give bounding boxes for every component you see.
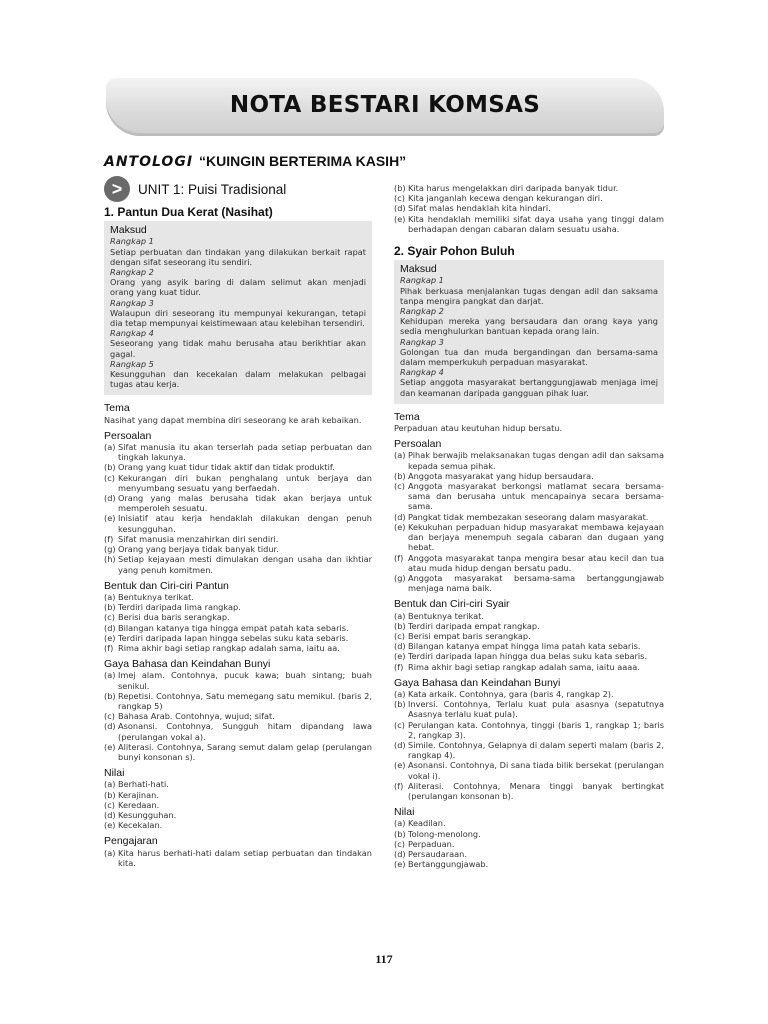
maksud-list — [400, 275, 658, 397]
list-text: Kata arkaik. Contohnya, gara (baris 4, rangkap 2). — [408, 688, 614, 699]
list-item — [104, 848, 372, 868]
rangkap-text: Walaupun diri seseorang itu mempunyai kekurangan, tetapi dia tetap mempunyai keistimewaan atau kelebihan tersendiri. — [110, 307, 366, 329]
nilai-list — [104, 779, 372, 830]
list-text: Orang yang malas berusaha tidak akan berjaya untuk memperoleh sesuatu. — [118, 493, 372, 514]
list-marker: (e) — [394, 213, 406, 224]
list-item — [104, 554, 372, 574]
gaya-list — [104, 670, 372, 762]
list-marker: (c) — [394, 838, 405, 849]
syair-maksud-box — [394, 260, 664, 404]
list-text: Kita janganlah kecewa dengan kekurangan diri. — [408, 193, 603, 204]
arrow-icon: > — [104, 176, 130, 202]
bentuk-list — [104, 592, 372, 653]
list-text: Orang yang kuat tidur tidak aktif dan tidak produktif. — [118, 462, 335, 473]
bentuk-list — [394, 611, 664, 672]
list-text: Bahasa Arab. Contohnya, wujud; sifat. — [118, 711, 275, 722]
antologi-title: “KUINGIN BERTERIMA KASIH” — [199, 153, 407, 169]
gaya-heading: Gaya Bahasa dan Keindahan Bunyi — [394, 676, 561, 689]
gaya-list — [394, 689, 664, 801]
list-text: Terdiri daripada empat rangkap. — [408, 620, 540, 631]
list-text: Pangkat tidak membezakan seseorang dalam masyarakat. — [408, 511, 649, 522]
list-text: Simile. Contohnya, Gelapnya di dalam seperti malam (baris 2, rangkap 4). — [408, 739, 664, 761]
rangkap-label: Rangkap 3 — [110, 297, 154, 308]
list-marker: (e) — [104, 820, 116, 831]
list-marker: (e) — [104, 741, 116, 752]
list-item — [394, 818, 664, 828]
list-text: Sifat manusia menzahirkan diri sendiri. — [118, 533, 279, 544]
list-item — [394, 740, 664, 760]
list-text: Sifat manusia itu akan terserlah pada setiap perbuatan dan tingkah lakunya. — [118, 442, 372, 463]
rangkap-label: Rangkap 3 — [400, 336, 444, 347]
list-marker: (d) — [104, 493, 116, 504]
list-item — [104, 711, 372, 721]
rangkap-text: Setiap perbuatan dan tindakan yang dilakukan berkait rapat dengan sifat seseorang itu sendiri. — [110, 246, 366, 267]
syair-title: 2. Syair Pohon Buluh — [394, 244, 515, 259]
list-item — [104, 633, 372, 643]
list-item — [104, 602, 372, 612]
list-marker: (c) — [394, 719, 405, 730]
rangkap-text: Kehidupan mereka yang bersaudara dan orang kaya yang sedia menghulurkan bantuan kepada orang lain. — [400, 316, 658, 337]
list-item — [394, 611, 664, 621]
list-marker: (c) — [104, 711, 115, 722]
list-item — [104, 473, 372, 493]
nilai-heading: Nilai — [104, 767, 125, 780]
list-text: Kekurangan diri bukan penghalang untuk berjaya dan menyumbang sesuatu yang berfaedah. — [118, 472, 372, 493]
list-marker: (a) — [104, 847, 116, 858]
list-text: Aliterasi. Contohnya, Menara tinggi banyak bertingkat (perulangan konsonan b). — [408, 780, 664, 801]
list-text: Bentuknya terikat. — [408, 610, 484, 621]
list-marker: (c) — [394, 193, 405, 204]
list-item — [394, 859, 664, 869]
list-marker: (f) — [104, 642, 114, 653]
rangkap-label: Rangkap 2 — [400, 306, 444, 317]
list-text: Kekukuhan perpaduan hidup masyarakat membawa kejayaan dan berjaya menempuh segala cabaran dan dugaan yang hebat. — [408, 521, 664, 553]
list-marker: (a) — [394, 610, 406, 621]
list-text: Berisi empat baris serangkap. — [408, 630, 531, 641]
rangkap-label: Rangkap 4 — [400, 367, 444, 378]
list-marker: (b) — [104, 789, 116, 800]
list-text: Orang yang berjaya tidak banyak tidur. — [118, 544, 279, 555]
list-marker: (a) — [104, 779, 116, 790]
rangkap-text: Seseorang yang tidak mahu berusaha atau berikhtiar akan gagal. — [110, 338, 366, 359]
list-item — [394, 203, 664, 213]
list-item — [104, 462, 372, 472]
list-item — [104, 592, 372, 602]
list-item — [394, 512, 664, 522]
list-marker: (d) — [104, 809, 116, 820]
list-text: Sifat malas hendaklah kita hindari. — [408, 203, 551, 214]
tema-heading: Tema — [394, 410, 420, 423]
list-item — [394, 760, 664, 780]
list-item — [104, 544, 372, 554]
list-text: Bilangan katanya tiga hingga empat patah kata sebaris. — [118, 622, 349, 633]
persoalan-heading: Persoalan — [104, 429, 152, 442]
list-text: Anggota masyarakat bersama-sama bertanggungjawab menjaga nama baik. — [408, 572, 664, 594]
list-marker: (f) — [394, 552, 404, 563]
bentuk-heading: Bentuk dan Ciri-ciri Syair — [394, 598, 510, 611]
list-item — [394, 662, 664, 672]
list-text: Rima akhir bagi setiap rangkap adalah sama, iaitu aaaa. — [408, 661, 640, 672]
list-item — [394, 183, 664, 193]
list-marker: (a) — [104, 591, 116, 602]
list-marker: (f) — [104, 533, 114, 544]
rangkap-label: Rangkap 2 — [110, 267, 154, 278]
rangkap-text: Golongan tua dan muda bergandingan dan bersama-sama dalam memperkukuh perpaduan masyarakat. — [400, 346, 658, 368]
pantun-maksud-box — [104, 221, 372, 395]
list-text: Keredaan. — [118, 799, 160, 810]
list-item — [394, 471, 664, 481]
list-text: Terdiri daripada lapan hingga sebelas suku kata sebaris. — [118, 632, 349, 643]
list-text: Rima akhir bagi setiap rangkap adalah sama, iaitu aa. — [118, 642, 340, 653]
unit-heading — [104, 176, 286, 202]
list-item — [104, 612, 372, 622]
list-item — [394, 689, 664, 699]
list-text: Terdiri daripada lima rangkap. — [118, 602, 241, 613]
pengajaran-cont-list — [394, 183, 664, 234]
list-item — [394, 699, 664, 719]
rangkap-text: Orang yang asyik baring di dalam selimut akan menjadi orang yang kuat tidur. — [110, 277, 366, 298]
list-text: Kita hendaklah memiliki sifat daya usaha yang tinggi dalam berhadapan dengan cabaran dalam sesuatu usaha. — [408, 213, 664, 234]
maksud-heading: Maksud — [400, 263, 437, 276]
persoalan-list — [104, 442, 372, 575]
list-marker: (d) — [394, 641, 406, 652]
list-text: Perpaduan. — [408, 838, 455, 849]
list-item — [394, 553, 664, 573]
list-marker: (c) — [394, 481, 405, 492]
list-marker: (g) — [104, 544, 116, 555]
list-text: Inversi. Contohnya, Terlalu kuat pula asasnya (sepatutnya Asasnya terlalu kuat pula). — [408, 699, 664, 720]
list-marker: (b) — [394, 620, 406, 631]
list-marker: (e) — [394, 521, 406, 532]
right-column — [394, 183, 664, 869]
list-marker: (b) — [104, 602, 116, 613]
list-text: Bilangan katanya empat hingga lima patah kata sebaris. — [408, 641, 641, 652]
pantun-title: 1. Pantun Dua Kerat (Nasihat) — [104, 205, 273, 219]
list-text: Asonansi. Contohnya, Di sana tiada bilik bersekat (perulangan vokal i). — [408, 760, 664, 781]
unit-title: UNIT 1: Puisi Tradisional — [138, 181, 287, 197]
list-marker: (b) — [394, 470, 406, 481]
list-marker: (b) — [104, 462, 116, 473]
list-marker: (e) — [104, 632, 116, 643]
page-title: NOTA BESTARI KOMSAS — [229, 92, 541, 118]
list-item — [394, 522, 664, 553]
list-text: Inisiatif atau kerja hendaklah dilakukan dengan penuh kesungguhan. — [118, 513, 372, 534]
rangkap-text: Pihak berkuasa menjalankan tugas dengan adil dan saksama tanpa mengira pangkat dan darjat. — [400, 285, 658, 306]
list-item — [104, 623, 372, 633]
list-marker: (d) — [394, 739, 406, 750]
pengajaran-heading: Pengajaran — [104, 835, 158, 848]
list-item — [104, 643, 372, 653]
list-marker: (h) — [104, 554, 116, 565]
rangkap-label: Rangkap 1 — [110, 236, 154, 247]
list-text: Imej alam. Contohnya, pucuk kawa; buah sintang; buah senikul. — [118, 670, 372, 691]
page-banner — [106, 78, 664, 136]
list-marker: (d) — [394, 511, 406, 522]
list-marker: (d) — [394, 848, 406, 859]
list-item — [394, 214, 664, 234]
bentuk-heading: Bentuk dan Ciri-ciri Pantun — [104, 579, 229, 592]
list-item — [394, 651, 664, 661]
list-text: Kesungguhan. — [118, 809, 177, 820]
list-marker: (a) — [394, 818, 406, 829]
list-marker: (a) — [394, 688, 406, 699]
maksud-heading: Maksud — [110, 224, 147, 237]
list-marker: (c) — [104, 799, 115, 810]
list-marker: (c) — [104, 472, 115, 483]
maksud-list — [110, 236, 366, 389]
list-item — [394, 621, 664, 631]
list-marker: (e) — [394, 651, 406, 662]
list-item — [394, 481, 664, 512]
list-marker: (a) — [104, 670, 116, 681]
list-marker: (b) — [394, 183, 406, 193]
list-item — [104, 779, 372, 789]
list-text: Asonansi. Contohnya, Sungguh hitam dipandang lawa (perulangan vokal a). — [118, 721, 372, 742]
list-text: Kerajinan. — [118, 789, 159, 800]
rangkap-text: Setiap anggota masyarakat bertanggungjawab menjaga imej dan keamanan daripada gangguan pihak luar. — [400, 377, 658, 398]
rangkap-label: Rangkap 1 — [400, 275, 444, 286]
list-text: Aliterasi. Contohnya, Sarang semut dalam gelap (perulangan bunyi konsonan s). — [118, 741, 372, 762]
list-text: Berhati-hati. — [118, 779, 169, 790]
persoalan-list — [394, 450, 664, 593]
list-text: Kita harus mengelakkan diri daripada banyak tidur. — [408, 183, 619, 193]
list-item — [104, 670, 372, 690]
list-marker: (a) — [394, 450, 406, 461]
list-marker: (b) — [104, 690, 116, 701]
tema-heading: Tema — [104, 402, 130, 415]
list-text: Repetisi. Contohnya, Satu memegang satu memikul. (baris 2, rangkap 5) — [118, 690, 372, 711]
list-item — [104, 493, 372, 513]
list-item — [104, 790, 372, 800]
list-marker: (d) — [394, 203, 406, 214]
list-marker: (f) — [394, 661, 404, 672]
gaya-heading: Gaya Bahasa dan Keindahan Bunyi — [104, 658, 271, 671]
list-text: Setiap kejayaan mesti dimulakan dengan usaha dan ikhtiar yang penuh komitmen. — [118, 554, 372, 575]
page-number: 117 — [375, 952, 393, 966]
list-text: Anggota masyarakat berkongsi matlamat secara bersama-sama dan berusaha untuk mencapainya secara bersama-sama. — [408, 481, 664, 512]
list-text: Kecekalan. — [118, 820, 163, 831]
list-text: Anggota masyarakat tanpa mengira besar atau kecil dan tua atau muda hidup dengan bersatu padu. — [408, 552, 664, 573]
persoalan-heading: Persoalan — [394, 438, 442, 451]
tema-text: Nasihat yang dapat membina diri seseorang ke arah kebaikan. — [104, 414, 362, 425]
list-item — [394, 849, 664, 859]
list-item — [104, 691, 372, 711]
list-text: Perulangan kata. Contohnya, tinggi (baris 1, rangkap 1; baris 2, rangkap 3). — [408, 719, 664, 740]
list-item — [394, 573, 664, 593]
rangkap-label: Rangkap 5 — [110, 358, 154, 369]
left-column — [104, 207, 372, 868]
list-item — [394, 450, 664, 470]
list-item — [394, 631, 664, 641]
list-item — [394, 720, 664, 740]
list-marker: (e) — [394, 760, 406, 771]
list-text: Bentuknya terikat. — [118, 591, 194, 602]
list-marker: (c) — [104, 612, 115, 623]
list-item — [104, 721, 372, 741]
list-item — [104, 820, 372, 830]
list-item — [394, 193, 664, 203]
list-text: Anggota masyarakat yang hidup bersaudara. — [408, 470, 594, 481]
list-item — [394, 839, 664, 849]
nilai-heading: Nilai — [394, 806, 415, 819]
list-text: Pihak berwajib melaksanakan tugas dengan adil dan saksama kepada semua pihak. — [408, 450, 664, 471]
list-item — [104, 442, 372, 462]
list-marker: (b) — [394, 828, 406, 839]
list-marker: (b) — [394, 699, 406, 710]
list-item — [394, 641, 664, 651]
list-text: Berisi dua baris serangkap. — [118, 612, 230, 623]
list-marker: (g) — [394, 572, 406, 583]
list-text: Terdiri daripada lapan hingga dua belas suku kata sebaris. — [408, 651, 648, 662]
list-text: Persaudaraan. — [408, 848, 467, 859]
list-item — [104, 513, 372, 533]
list-marker: (e) — [104, 513, 116, 524]
list-item — [394, 829, 664, 839]
nilai-list — [394, 818, 664, 869]
antologi-label: ANTOLOGI — [104, 154, 194, 170]
list-text: Keadilan. — [408, 818, 446, 829]
list-marker: (f) — [394, 780, 404, 791]
list-item — [104, 534, 372, 544]
pengajaran-list — [104, 848, 372, 868]
list-text: Tolong-menolong. — [408, 828, 481, 839]
list-marker: (e) — [394, 859, 406, 870]
list-item — [104, 810, 372, 820]
list-marker: (c) — [394, 630, 405, 641]
list-item — [104, 800, 372, 810]
list-item — [394, 781, 664, 801]
list-text: Bertanggungjawab. — [408, 859, 489, 870]
list-marker: (d) — [104, 721, 116, 732]
list-item — [104, 742, 372, 762]
rangkap-text: Kesungguhan dan kecekalan dalam melakukan pelbagai tugas atau kerja. — [110, 369, 366, 390]
list-marker: (d) — [104, 622, 116, 633]
rangkap-label: Rangkap 4 — [110, 328, 154, 339]
list-marker: (a) — [104, 442, 116, 453]
list-text: Kita harus berhati-hati dalam setiap perbuatan dan tindakan kita. — [118, 847, 372, 868]
tema-text: Perpaduan atau keutuhan hidup bersatu. — [394, 423, 563, 434]
antologi-heading — [104, 153, 406, 170]
